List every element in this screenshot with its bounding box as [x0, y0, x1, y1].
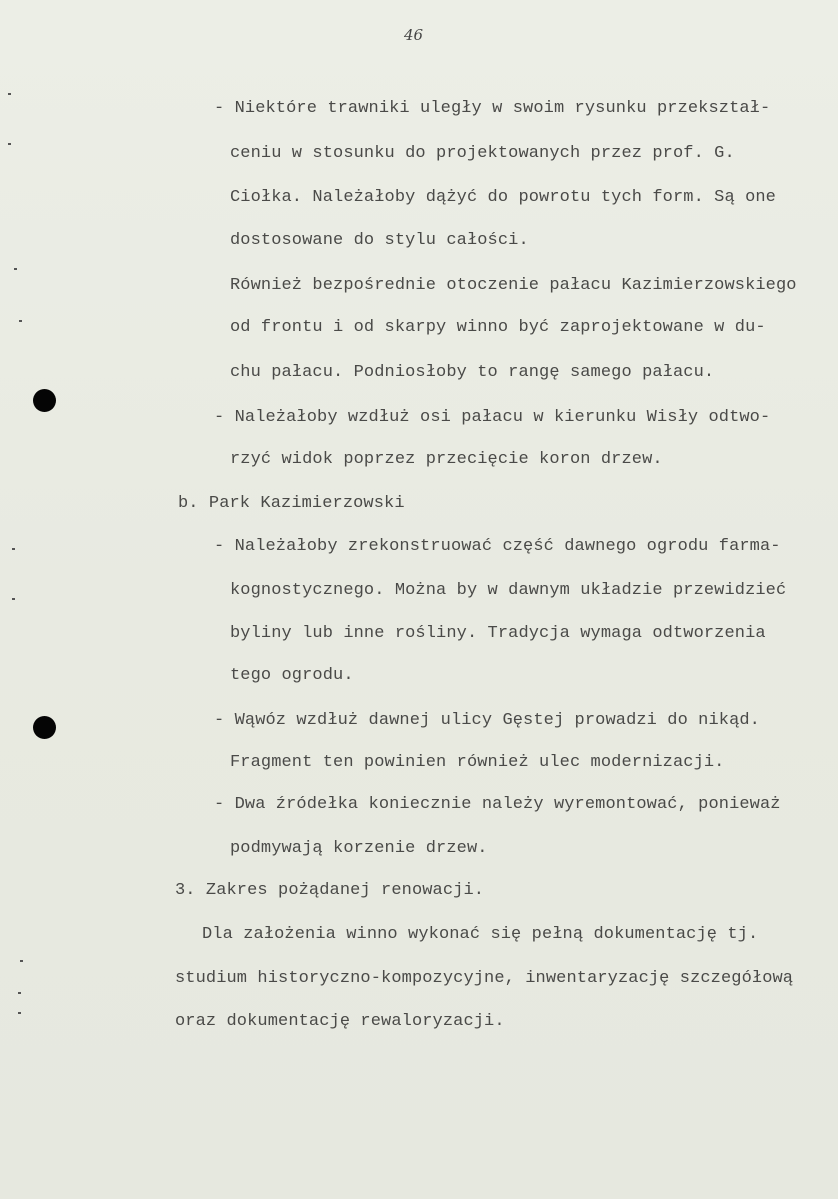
- punch-hole: [33, 716, 56, 739]
- margin-mark: [19, 320, 22, 322]
- text-line: ceniu w stosunku do projektowanych przez prof. G.: [230, 144, 735, 163]
- text-line: Dla założenia winno wykonać się pełną dokumentację tj.: [202, 925, 759, 944]
- text-line: od frontu i od skarpy winno być zaprojektowane w du-: [230, 318, 766, 337]
- margin-mark: [18, 992, 21, 994]
- section-heading: b. Park Kazimierzowski: [178, 494, 405, 513]
- text-line: kognostycznego. Można by w dawnym układzie przewidzieć: [230, 581, 787, 600]
- text-line: - Wąwóz wzdłuż dawnej ulicy Gęstej prowadzi do nikąd.: [214, 711, 760, 730]
- text-line: oraz dokumentację rewaloryzacji.: [175, 1012, 505, 1031]
- text-line: - Należałoby wzdłuż osi pałacu w kierunku Wisły odtwo-: [214, 408, 771, 427]
- margin-mark: [20, 960, 23, 962]
- text-line: podmywają korzenie drzew.: [230, 839, 488, 858]
- text-line: Fragment ten powinien również ulec modernizacji.: [230, 753, 725, 772]
- text-line: - Należałoby zrekonstruować część dawnego ogrodu farma-: [214, 537, 781, 556]
- text-line: dostosowane do stylu całości.: [230, 231, 529, 250]
- margin-mark: [8, 93, 11, 95]
- text-line: chu pałacu. Podniosłoby to rangę samego pałacu.: [230, 363, 715, 382]
- text-line: - Niektóre trawniki uległy w swoim rysunku przekształ-: [214, 99, 771, 118]
- text-line: tego ogrodu.: [230, 666, 354, 685]
- text-line: Również bezpośrednie otoczenie pałacu Kazimierzowskiego: [230, 276, 797, 295]
- text-line: byliny lub inne rośliny. Tradycja wymaga odtworzenia: [230, 624, 766, 643]
- section-heading: 3. Zakres pożądanej renowacji.: [175, 881, 485, 900]
- text-line: studium historyczno-kompozycyjne, inwentaryzację szczegółową: [175, 969, 794, 988]
- margin-mark: [12, 598, 15, 600]
- page-number: 46: [404, 26, 424, 44]
- margin-mark: [18, 1012, 21, 1014]
- text-line: rzyć widok poprzez przecięcie koron drzew.: [230, 450, 663, 469]
- margin-mark: [14, 268, 17, 270]
- margin-mark: [12, 548, 15, 550]
- punch-hole: [33, 389, 56, 412]
- margin-mark: [8, 143, 11, 145]
- text-line: Ciołka. Należałoby dążyć do powrotu tych form. Są one: [230, 188, 776, 207]
- text-line: - Dwa źródełka koniecznie należy wyremontować, ponieważ: [214, 795, 781, 814]
